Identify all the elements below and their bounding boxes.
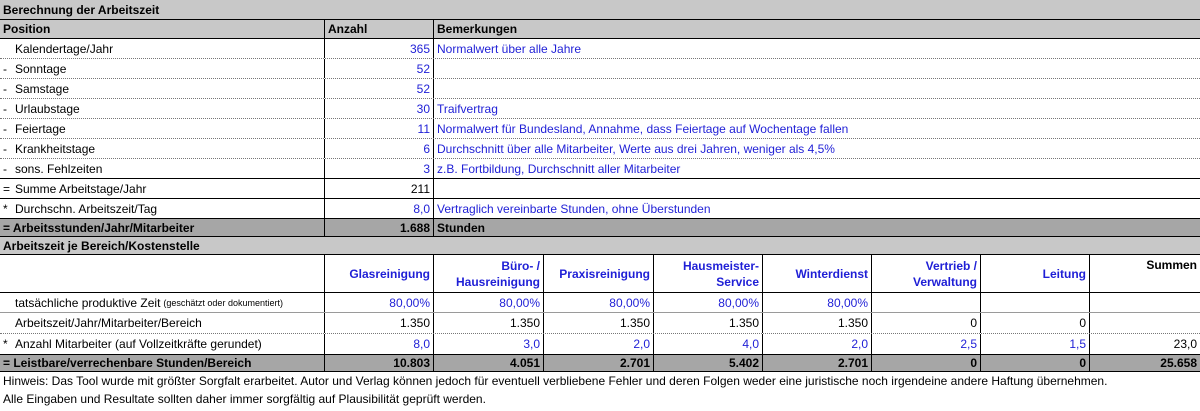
column-header-line1: Hausmeister- (682, 258, 759, 273)
column-header (654, 255, 763, 292)
header-anzahl: Anzahl (325, 20, 434, 38)
billable-total-value: 2.701 (763, 355, 872, 371)
prod-value[interactable]: 80,00% (763, 293, 872, 312)
sum-column-header-label: Summen (1146, 258, 1197, 272)
avg-value[interactable]: 8,0 (325, 199, 434, 218)
row-prefix: - (3, 141, 7, 156)
hours-value: 1.350 (325, 313, 434, 333)
staff-row (0, 334, 1200, 355)
avg-remark[interactable]: Vertraglich vereinbarte Stunden, ohne Überstunden (437, 201, 711, 216)
hours-total-value: 1.688 (325, 219, 434, 236)
column-header-line2: Hausreinigung (455, 274, 540, 289)
row-label: Krankheitstage (15, 141, 96, 156)
row-remark[interactable]: Normalwert über alle Jahre (437, 41, 582, 56)
prod-value[interactable]: 80,00% (325, 293, 434, 312)
sum-column-header (1090, 255, 1200, 292)
billable-total-label: = Leistbare/verrechenbare Stunden/Bereich (0, 355, 325, 371)
avg-row (0, 199, 1200, 219)
row-prefix: - (3, 161, 7, 176)
staff-value[interactable]: 4,0 (654, 334, 763, 354)
row-value[interactable]: 30 (325, 99, 434, 118)
staff-sum: 23,0 (1173, 337, 1197, 351)
prod-note: (geschätzt oder dokumentiert) (163, 297, 283, 308)
prod-value[interactable] (872, 293, 981, 312)
section1-header-row (0, 20, 1200, 39)
avg-prefix: * (3, 201, 8, 216)
section2-title: Arbeitszeit je Bereich/Kostenstelle (3, 238, 200, 253)
hours-label: Arbeitszeit/Jahr/Mitarbeiter/Bereich (0, 313, 325, 333)
row-label-cell[interactable] (0, 39, 325, 58)
row-label: Feiertage (15, 121, 66, 136)
header-empty (0, 255, 325, 292)
staff-value[interactable]: 2,5 (872, 334, 981, 354)
row-prefix: - (3, 81, 7, 96)
row-label-cell[interactable] (0, 99, 325, 118)
row-remark[interactable]: Normalwert für Bundesland, Annahme, dass Feiertage auf Wochentage fallen (437, 121, 849, 136)
table-row (0, 59, 1200, 79)
billable-total-value: 4.051 (434, 355, 544, 371)
section2-header-row (0, 255, 1200, 293)
column-header-line1: Winterdienst (795, 266, 868, 281)
footer-note-line2: Alle Eingaben und Resultate sollten daher immer sorgfältig auf Plausibilität geprüft werden. (3, 392, 486, 406)
row-label-cell[interactable] (0, 159, 325, 178)
row-label: Urlaubstage (15, 101, 80, 116)
staff-value[interactable]: 1,5 (981, 334, 1090, 354)
hours-value: 0 (872, 313, 981, 333)
column-header (544, 255, 654, 292)
row-remark[interactable]: Durchschnitt über alle Mitarbeiter, Werte aus drei Jahren, weniger als 4,5% (437, 141, 835, 156)
section2-title-row (0, 237, 1200, 255)
sum-remark (434, 179, 1200, 198)
hours-value: 1.350 (763, 313, 872, 333)
column-header-line1: Glasreinigung (349, 266, 430, 281)
billable-total-row (0, 355, 1200, 372)
sum-label-cell (0, 179, 325, 198)
sum-label: Summe Arbeitstage/Jahr (15, 181, 147, 196)
table-row (0, 39, 1200, 59)
prod-sum (1090, 293, 1200, 312)
prod-label-cell (0, 293, 325, 312)
row-remark[interactable]: z.B. Fortbildung, Durchschnitt aller Mitarbeiter (437, 161, 681, 176)
table-row (0, 139, 1200, 159)
row-remark[interactable]: Traifvertrag (437, 101, 498, 116)
prod-label: tatsächliche produktive Zeit (15, 295, 161, 310)
footer-note-line1: Hinweis: Das Tool wurde mit größter Sorgfalt erarbeitet. Autor und Verlag können jedoch für eventuell verbliebene Fehler und deren Folgen weder eine juristische noch irgendeine andere Haftung übernehmen. (3, 374, 1108, 388)
header-bemerkungen: Bemerkungen (437, 22, 518, 36)
staff-value[interactable]: 3,0 (434, 334, 544, 354)
row-label: Samstage (15, 81, 70, 96)
sum-row (0, 179, 1200, 199)
column-header-line1: Leitung (1042, 266, 1086, 281)
staff-value[interactable]: 2,0 (544, 334, 654, 354)
row-remark[interactable] (434, 59, 1200, 78)
staff-label: Anzahl Mitarbeiter (auf Vollzeitkräfte gerundet) (15, 337, 262, 351)
row-label-cell[interactable] (0, 119, 325, 138)
prod-row (0, 293, 1200, 313)
avg-label-cell[interactable] (0, 199, 325, 218)
staff-value[interactable]: 8,0 (325, 334, 434, 354)
hours-value: 1.350 (544, 313, 654, 333)
table-row (0, 79, 1200, 99)
prod-value[interactable]: 80,00% (434, 293, 544, 312)
sum-prefix: = (3, 181, 11, 196)
table-row (0, 159, 1200, 179)
row-value[interactable]: 3 (325, 159, 434, 178)
column-header (434, 255, 544, 292)
column-header (981, 255, 1090, 292)
row-label-cell[interactable] (0, 59, 325, 78)
column-header-line2: Service (716, 274, 759, 289)
column-header-line1: Vertrieb / (925, 258, 977, 273)
row-remark[interactable] (434, 79, 1200, 98)
row-label: Sonntage (15, 61, 67, 76)
row-value[interactable]: 11 (325, 119, 434, 138)
prod-value[interactable] (981, 293, 1090, 312)
section1-title-row (0, 0, 1200, 20)
column-header-line1: Büro- / (501, 258, 540, 273)
row-prefix: - (3, 101, 7, 116)
table-row (0, 119, 1200, 139)
hours-value: 1.350 (434, 313, 544, 333)
staff-label-cell (0, 334, 325, 354)
hours-value: 0 (981, 313, 1090, 333)
column-header (872, 255, 981, 292)
billable-total-value: 2.701 (544, 355, 654, 371)
hours-total-row (0, 219, 1200, 237)
staff-value[interactable]: 2,0 (763, 334, 872, 354)
prod-value[interactable]: 80,00% (544, 293, 654, 312)
row-value[interactable]: 6 (325, 139, 434, 158)
hours-total-unit: Stunden (437, 220, 485, 235)
header-position: Position (0, 20, 325, 38)
row-value[interactable]: 365 (325, 39, 434, 58)
prod-value[interactable]: 80,00% (654, 293, 763, 312)
row-value[interactable]: 52 (325, 59, 434, 78)
column-header (325, 255, 434, 292)
column-header-line2: Verwaltung (912, 274, 977, 289)
row-value[interactable]: 52 (325, 79, 434, 98)
hours-value: 1.350 (654, 313, 763, 333)
table-row (0, 99, 1200, 119)
billable-total-value: 10.803 (325, 355, 434, 371)
avg-label: Durchschn. Arbeitszeit/Tag (15, 201, 158, 216)
row-label: Kalendertage/Jahr (15, 41, 114, 56)
hours-total-label: = Arbeitsstunden/Jahr/Mitarbeiter (0, 219, 325, 236)
column-header (763, 255, 872, 292)
row-prefix: - (3, 121, 7, 136)
hours-row (0, 313, 1200, 334)
column-header-line1: Praxisreinigung (559, 266, 650, 281)
row-label-cell[interactable] (0, 79, 325, 98)
staff-prefix: * (3, 337, 8, 351)
billable-total-sum: 25.658 (1160, 356, 1197, 370)
sum-value: 211 (325, 179, 434, 198)
billable-total-value: 0 (872, 355, 981, 371)
hours-sum (1090, 313, 1200, 333)
row-prefix: - (3, 61, 7, 76)
row-label-cell[interactable] (0, 139, 325, 158)
billable-total-value: 5.402 (654, 355, 763, 371)
row-label: sons. Fehlzeiten (15, 161, 103, 176)
section1-title: Berechnung der Arbeitszeit (3, 2, 160, 17)
billable-total-value: 0 (981, 355, 1090, 371)
